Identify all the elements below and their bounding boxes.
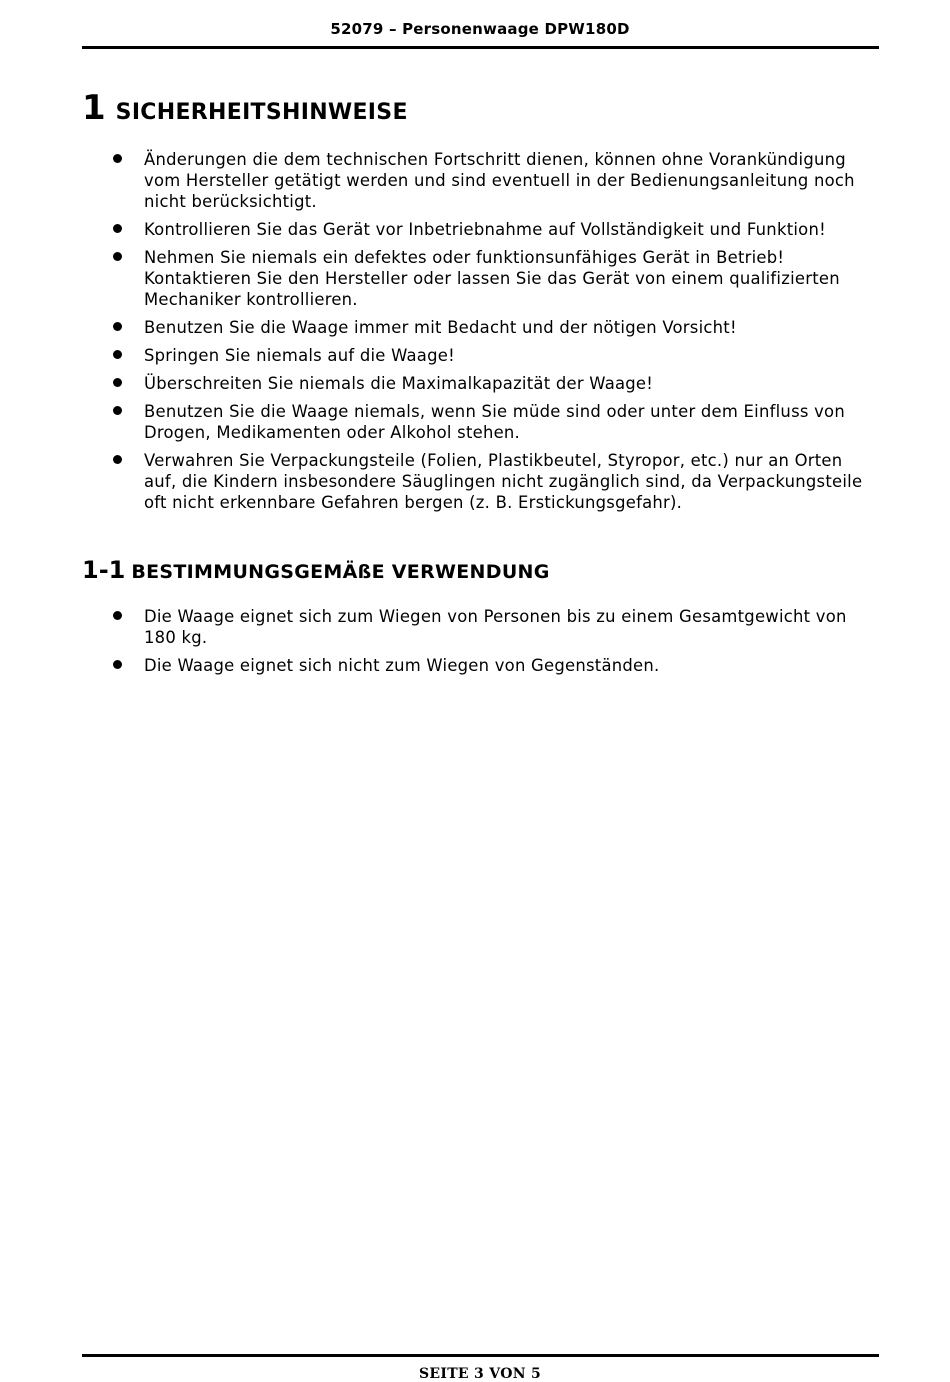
list-item: Verwahren Sie Verpackungsteile (Folien, Plastikbeutel, Styropor, etc.) nur an Orten auf, die Kindern insbesondere Säuglingen nicht zugänglich sind, da Verpackungsteile oft nicht erkennbare Gefahren bergen (z. B. Erstickungsgefahr). bbox=[82, 450, 878, 513]
list-item: Die Waage eignet sich nicht zum Wiegen von Gegenständen. bbox=[82, 655, 878, 676]
bullet-icon bbox=[113, 322, 122, 331]
list-item: Kontrollieren Sie das Gerät vor Inbetriebnahme auf Vollständigkeit und Funktion! bbox=[82, 219, 878, 240]
page-header: 52079 – Personenwaage DPW180D bbox=[330, 20, 630, 38]
subsection-heading bbox=[82, 556, 878, 584]
section-title: SICHERHEITSHINWEISE bbox=[115, 100, 408, 125]
bullet-icon bbox=[113, 350, 122, 359]
section-number: 1 bbox=[82, 88, 106, 128]
bullet-icon bbox=[113, 154, 122, 163]
section-heading bbox=[82, 88, 878, 128]
list-item: Die Waage eignet sich zum Wiegen von Personen bis zu einem Gesamtgewicht von 180 kg. bbox=[82, 606, 878, 648]
section-intended-use bbox=[82, 556, 878, 683]
list-item: Benutzen Sie die Waage immer mit Bedacht und der nötigen Vorsicht! bbox=[82, 317, 878, 338]
safety-list bbox=[82, 149, 878, 513]
page-number: SEITE 3 VON 5 bbox=[418, 1366, 542, 1382]
bullet-icon bbox=[113, 252, 122, 261]
bullet-icon bbox=[113, 224, 122, 233]
subsection-number: 1-1 bbox=[82, 556, 126, 584]
list-item: Überschreiten Sie niemals die Maximalkapazität der Waage! bbox=[82, 373, 878, 394]
bullet-icon bbox=[113, 378, 122, 387]
bullet-icon bbox=[113, 660, 122, 669]
bullet-icon bbox=[113, 406, 122, 415]
section-safety bbox=[82, 88, 878, 520]
subsection-title: BESTIMMUNGSGEMÄßE VERWENDUNG bbox=[131, 561, 550, 583]
bullet-icon bbox=[113, 611, 122, 620]
list-item: Nehmen Sie niemals ein defektes oder funktionsunfähiges Gerät in Betrieb! Kontaktieren Sie den Hersteller oder lassen Sie das Gerät von einem qualifizierten Mechaniker kontrollieren. bbox=[82, 247, 878, 310]
list-item: Änderungen die dem technischen Fortschritt dienen, können ohne Vorankündigung vom Hersteller getätigt werden und sind eventuell in der Bedienungsanleitung noch nicht berücksichtigt. bbox=[82, 149, 878, 212]
intended-use-list bbox=[82, 606, 878, 676]
list-item: Springen Sie niemals auf die Waage! bbox=[82, 345, 878, 366]
footer-rule bbox=[82, 1354, 879, 1357]
header-rule bbox=[82, 46, 879, 49]
bullet-icon bbox=[113, 455, 122, 464]
list-item: Benutzen Sie die Waage niemals, wenn Sie müde sind oder unter dem Einfluss von Drogen, Medikamenten oder Alkohol stehen. bbox=[82, 401, 878, 443]
